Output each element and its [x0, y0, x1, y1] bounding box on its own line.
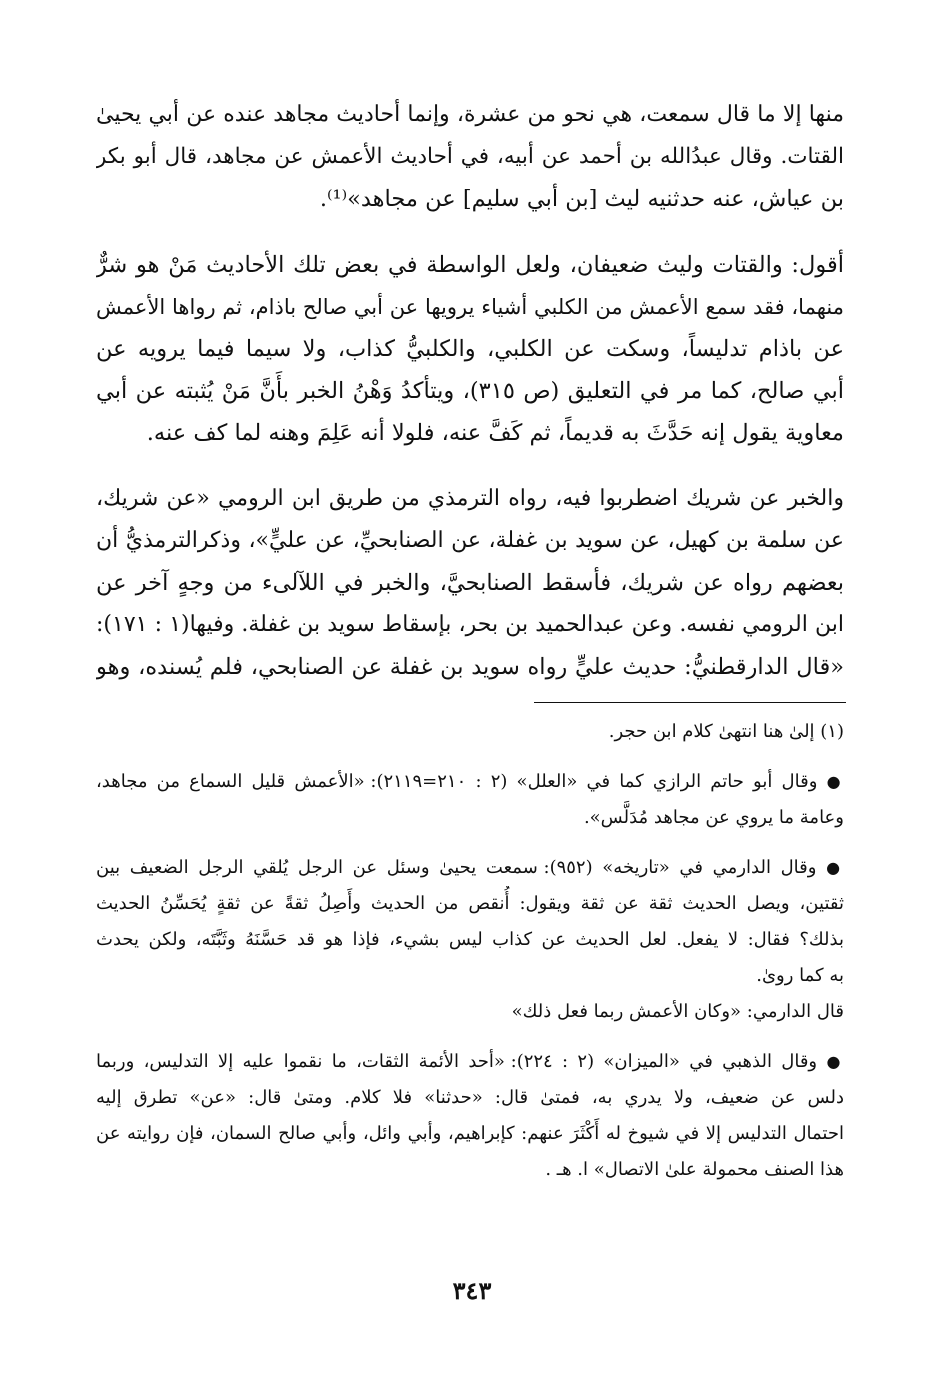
- footnote-line: بذلك؟ فقال: لا يفعل. لعل الحديث عن كذاب ليس بشيء، فإذا هو قد حَسَّنَهُ وثَبَّتَه، ولكن يحدث: [96, 929, 844, 950]
- footnote: [96, 994, 844, 1030]
- text-line: والخبر عن شريك اضطربوا فيه، رواه الترمذي من طريق ابن الرومي «عن شريك،: [96, 486, 844, 511]
- footnote-separator: [534, 702, 846, 703]
- footnote-line: احتمال التدليس إلا في شيوخ له أَكْثَرَ عنهم: كإبراهيم، وأبي وائل، وأبي صالح السمان، فإن روايته عن: [96, 1123, 844, 1144]
- main-text: [96, 94, 844, 688]
- footnote-text: وقال الذهبي في «الميزان» (٢ : ٢٢٤): «أحد الأئمة الثقات، ما نقموا عليه إلا التدليس، وربما: [96, 1051, 818, 1072]
- footnote-line: دلس عن ضعيف، ولا يدري به، فمتىٰ قال: «حدثنا» فلا كلام. ومتىٰ قال: «عن» تطرق إليه: [96, 1087, 844, 1108]
- text-line: أبي صالح، كما مر في التعليق (ص ٣١٥)، ويتأكدُ وَهْنُ الخبر بأَنَّ مَنْ يُثبته عن أبي: [96, 378, 844, 404]
- paragraph: [96, 478, 844, 688]
- footnote: [96, 850, 844, 994]
- text-line: ابن الرومي نفسه. وعن عبدالحميد بن بحر، بإسقاط سويد بن غفلة. وفيها(١ : ١٧١):: [96, 612, 844, 637]
- footnote: [96, 714, 844, 750]
- footnote-text: وقال الدارمي في «تاريخه» (٩٥٢): سمعت يحيىٰ وسئل عن الرجل يُلقي الرجل الضعيف بين: [96, 857, 817, 878]
- footnote-line: قال الدارمي: «وكان الأعمش ربما فعل ذلك»: [511, 1001, 844, 1022]
- footnote-line: به كما روىٰ.: [756, 965, 844, 986]
- bullet-icon: ●: [826, 858, 844, 877]
- footnote-line: [96, 1044, 844, 1080]
- text-line: بعضهم رواه عن شريك، فأسقط الصنابحيَّ، والخبر في اللآلىء من وجهٍ آخر عن: [96, 570, 844, 596]
- text-line: عن سلمة بن كهيل، عن سويد بن غفلة، عن الصنابحيِّ، عن عليٍّ»، وذكرالترمذيُّ أن: [96, 528, 844, 553]
- footnote-line: هذا الصنف محمولة علىٰ الاتصال» ا. هـ .: [545, 1159, 844, 1180]
- paragraph: [96, 94, 844, 220]
- text-line: القتات. وقال عبدُالله بن أحمد عن أبيه، في أحاديث الأعمش عن مجاهد، قال أبو بكر: [96, 144, 844, 169]
- text-line: بن عياش، عنه حدثنيه ليث [بن أبي سليم] عن مجاهد»⁽¹⁾.: [319, 186, 844, 212]
- text-line: منها إلا ما قال سمعت، هي نحو من عشرة، وإنما أحاديث مجاهد عنده عن أبي يحيىٰ: [96, 102, 844, 127]
- text-line: عن باذام تدليساً، وسكت عن الكلبي، والكلبيُّ كذاب، ولا سيما فيما يرويه عن: [96, 336, 844, 362]
- footnote: [96, 1044, 844, 1188]
- bullet-icon: ●: [826, 772, 844, 791]
- footnote: [96, 764, 844, 836]
- footnote-line: وعامة ما يروي عن مجاهد مُدَلَّس».: [583, 807, 844, 828]
- paragraph: [96, 244, 844, 454]
- footnote-line: (١) إلىٰ هنا انتهىٰ كلام ابن حجر.: [608, 721, 844, 742]
- bullet-icon: ●: [826, 1052, 844, 1071]
- text-line: «قال الدارقطنيُّ: حديث عليٍّ رواه سويد بن غفلة عن الصنابحي، فلم يُسنده، وهو: [96, 654, 844, 680]
- page-number: ٣٤٣: [452, 1276, 492, 1305]
- footnote-text: وقال أبو حاتم الرازي كما في «العلل» (٢ : ٢١٠=٢١١٩): «الأعمش قليل السماع من مجاهد،: [96, 771, 818, 792]
- footnotes: [96, 714, 844, 1202]
- footnote-line: [96, 764, 844, 800]
- footnote-line: [96, 850, 844, 886]
- text-line: منهما، فقد سمع الأعمش من الكلبي أشياء يرويها عن أبي صالح باذام، ثم رواها الأعمش: [96, 295, 844, 319]
- footnote-line: ثقتين، ويصل الحديث ثقة عن ثقة ويقول: أُنقص من الحديث وأَصِلُ ثقةً عن ثقةٍ يُحَسِّنُ الحديث: [96, 893, 844, 914]
- text-line: أقول: والقتات وليث ضعيفان، ولعل الواسطة في بعض تلك الأحاديث مَنْ هو شرٌّ: [96, 252, 844, 278]
- text-line: معاوية يقول إنه حَدَّثَ به قديماً، ثم كَفَّ عنه، فلولا أنه عَلِمَ وهنه لما كف عنه.: [146, 420, 844, 446]
